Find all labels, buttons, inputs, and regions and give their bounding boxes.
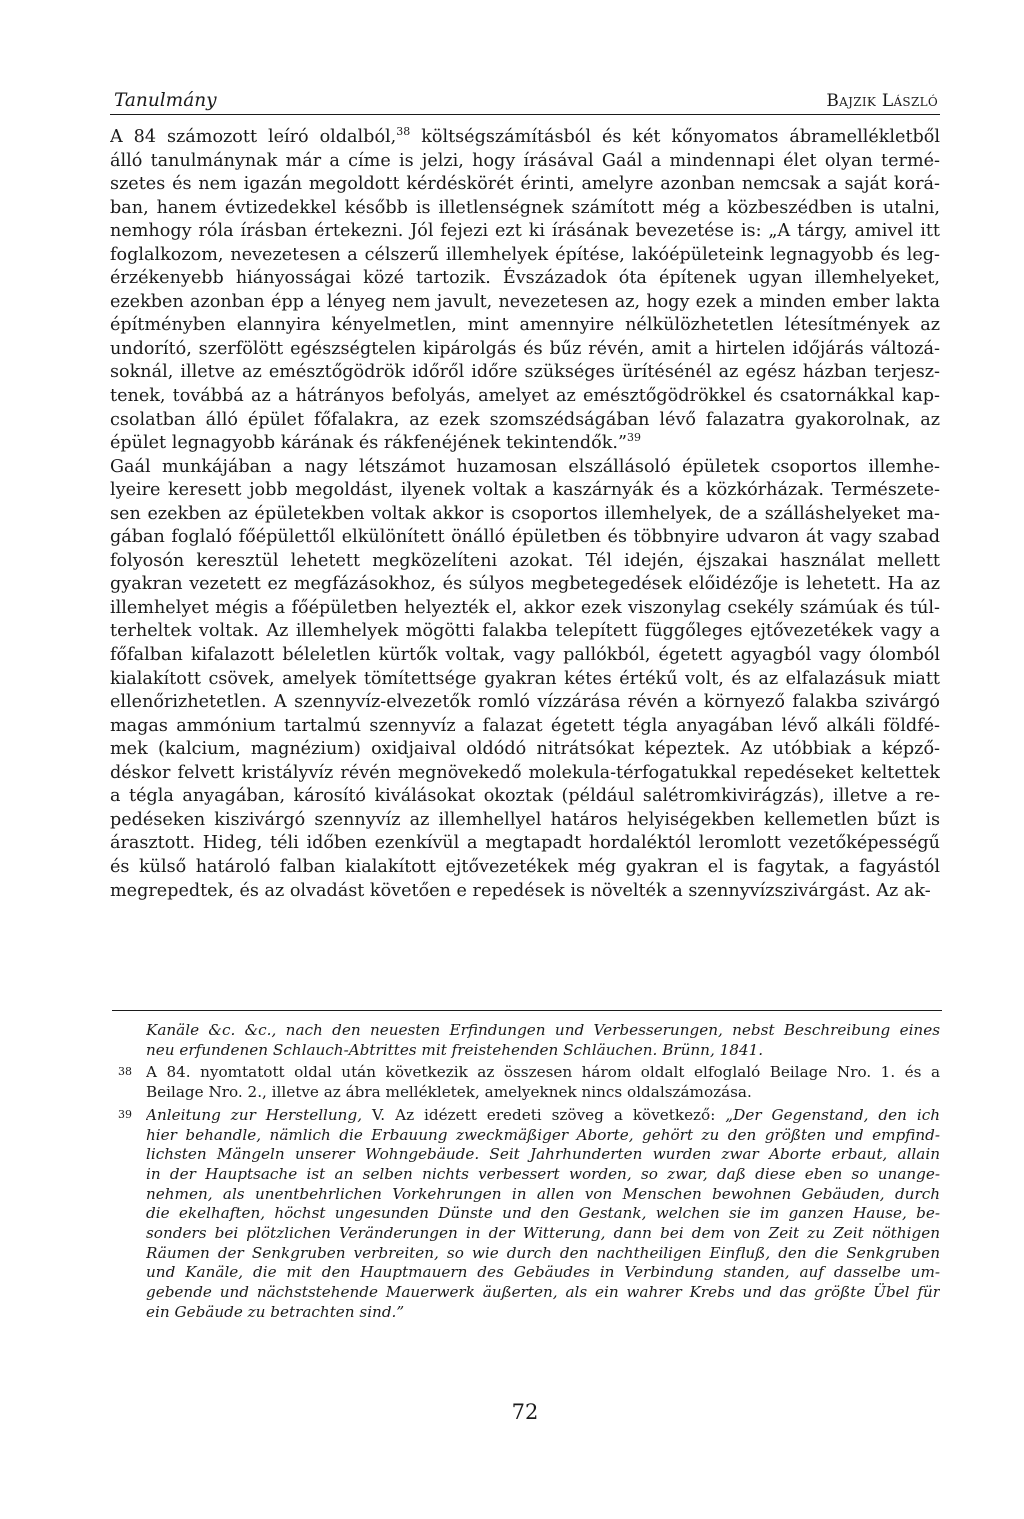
footnote-39-line: sonders bei plötzlichen Veränderungen in der Witterung, dann bei dem von Zeit zu Zeit nöthigen <box>146 1224 940 1243</box>
paragraph-1-line: építményben elannyira kényelmetlen, mint amennyire nélkülözhetetlen létesítmények az <box>110 315 940 336</box>
paragraph-2-line: lyeire keresett jobb megoldást, ilyenek voltak a kaszárnyák és a közkórházak. Természete- <box>110 480 940 501</box>
paragraph-2-line: megrepedtek, és az olvadást követően e repedések is növelték a szennyvízszivárgást. Az ak- <box>110 880 931 901</box>
paragraph-1-line: csolatban álló épület főfalakra, az ezek szomszédságában lévő falazatra gyakorolnak, az <box>110 409 940 430</box>
paragraph-1-line: álló tanulmánynak már a címe is jelzi, hogy írásával Gaál a mindennapi élet olyan termé- <box>110 150 940 171</box>
paragraph-2-line: ellenőrizhetetlen. A szennyvíz-elvezetők romló vízzárása révén a környező falakba szivárgó <box>110 692 940 713</box>
running-header <box>110 88 940 115</box>
paragraph-2-line: főfalban kifalazott béleletlen kürtők voltak, vagy pallókból, égetett agyagból vagy ólomból <box>110 645 940 666</box>
paragraph-2-line: magas ammónium tartalmú szennyvíz a falazat égetett tégla anyagában lévő alkáli földfé- <box>110 715 940 736</box>
footnote-39-line: Räumen der Senkgruben verbreiten, so wie durch den nachtheiligen Einfluß, den die Senkgruben <box>146 1243 940 1262</box>
paragraph-2-line: gában foglaló főépülettől elkülönített önálló épületben és többnyire udvaron át vagy szabad <box>110 527 940 548</box>
paragraph-2-line: folyosón keresztül lehetett megközelíteni azokat. Tél idején, éjszakai használat mellett <box>110 550 940 571</box>
paragraph-1-line: A 84 számozott leíró oldalból,$^{38}$ költségszámításból és két kőnyomatos ábramellékletből <box>110 126 940 147</box>
footnote-39-line: nehmen, als unentbehrlichen Vorkehrungen in allen von Menschen bewohnen Gebäuden, durch <box>146 1184 940 1203</box>
main-text <box>110 126 940 903</box>
footnote-ref: 38 <box>396 126 411 138</box>
paragraph-2-line: déskor felvett kristályvíz révén megnövekedő molekula-térfogatukkal repedéseket keltettek <box>110 762 940 783</box>
document-page <box>110 0 940 1519</box>
footnote-39-line: lichsten Mängeln unserer Wohngebäude. Seit Jahrhunderten wurden zwar Aborte erbaut, allain <box>146 1145 940 1164</box>
paragraph-1-line: érzékenyebb hiányosságai közé tartozik. Évszázadok óta építenek ugyan illemhelyeket, <box>110 268 940 289</box>
paragraph-2-line: Gaál munkájában a nagy létszámot huzamosan elszállásoló épületek csoportos illemhe- <box>110 456 940 477</box>
footnote-cont-line: Kanäle &c. &c., nach den neuesten Erfindungen und Verbesserungen, nebst Beschreibung eines <box>146 1021 940 1039</box>
footnote-38 <box>110 1063 940 1102</box>
footnote-39 <box>110 1106 940 1323</box>
footnote-39-line: ein Gebäude zu betrachten sind.” <box>146 1302 405 1321</box>
paragraph-2-line: és külső határoló falban kialakított ejtővezetékek még gyakran el is fagytak, a fagyástól <box>110 856 940 877</box>
paragraph-2-line: sen ezekben az épületekben voltak akkor is csoportos illemhelyek, de a szálláshelyeket ma- <box>110 503 940 524</box>
footnote-39-number: 39 <box>118 1107 132 1121</box>
paragraph-2-line: gyakran vezetett ez megfázásokhoz, és súlyos megbetegedések előidézője is lehetett. Ha az <box>110 574 940 595</box>
footnote-39-line: hier behandle, nämlich die Erbauung zweckmäßiger Aborte, gehört zu den größten und empfind- <box>146 1125 940 1144</box>
footnote-39-line: Anleitung zur Herstellung, V. Az idézett eredeti szöveg a következő: „Der Gegenstand, den ich <box>146 1105 940 1124</box>
paragraph-2-line: pedéseken kiszivárgó szennyvíz az illemhellyel határos helyiségekben kellemetlen bűzt is <box>110 809 940 830</box>
footnote-ref: 39 <box>627 432 642 445</box>
footnote-continuation <box>110 1021 940 1060</box>
paragraph-1-line: szetes és nem igazán megoldott kérdéskörét érinti, amelyre azonban nemcsak a saját korá- <box>110 174 940 195</box>
footnote-39-line: gebende und nächststehende Mauerwerk äußerten, als ein wahrer Krebs und das größte Übel für <box>146 1283 940 1302</box>
paragraph-2-line: kialakított csövek, amelyek tömítettsége gyakran kétes értékű volt, és az elfalazásuk miatt <box>110 668 940 689</box>
paragraph-1-line: nemhogy róla írásban értekezni. Jól fejezi ezt ki írásának bevezetése is: „A tárgy, amivel itt <box>110 221 940 242</box>
footnote-38-number: 38 <box>118 1065 132 1079</box>
paragraph-2-line: árasztott. Hideg, téli időben ezenkívül a megtapadt hordaléktól leromlott vezetőképességű <box>110 833 940 854</box>
paragraph-2 <box>110 456 940 903</box>
footnote-39-line: die ekelhaften, höchst ungesunden Dünste und den Gestank, welchen sie im ganzen Hause, be- <box>146 1204 940 1223</box>
paragraph-2-line: illemhelyet mégis a főépületben helyezték el, akkor ezek viszonylag csekély számúak és túl- <box>110 597 940 618</box>
footnote-cont-line: neu erfundenen Schlauch-Abtrittes mit freistehenden Schläuchen. Brünn, 1841. <box>146 1040 764 1059</box>
paragraph-2-line: a tégla anyagában, károsító kiválásokat okoztak (például salétromkivirágzás), illetve a re- <box>110 786 940 807</box>
footnote-39-line: in der Hauptsache ist an selben nichts verbessert worden, so zwar, daß diese eben so unange- <box>146 1164 940 1183</box>
footnote-39-line: und Kanäle, die mit den Hauptmauern des Gebäudes in Verbindung standen, auf dasselbe um- <box>146 1263 940 1282</box>
paragraph-1-line: undorító, szerfölött egészségtelen kipárolgás és bűz révén, amit a hirtelen időjárás változá- <box>110 338 940 359</box>
paragraph-1-line: foglalkozom, nevezetesen a célszerű illemhelyek építése, lakóépületeink legnagyobb és leg- <box>110 244 940 265</box>
footnotes <box>110 1021 940 1326</box>
paragraph-1 <box>110 126 940 456</box>
paragraph-1-line: ezekben azonban épp a lényeg nem javult, nevezetesen az, hogy ezek a minden ember lakta <box>110 291 940 312</box>
footnote-38-line: Beilage Nro. 2., illetve az ábra mellékletek, amelyeknek nincs oldalszámozása. <box>146 1083 752 1102</box>
paragraph-1-line: soknál, illetve az emésztőgödrök időről időre szükséges ürítésénél az egész házban terjesz- <box>110 362 940 383</box>
footnote-separator <box>112 1010 942 1011</box>
footnote-38-line: A 84. nyomtatott oldal után következik az összesen három oldalt elfoglaló Beilage Nro. 1. és a <box>146 1063 940 1082</box>
header-section-title: Tanulmány <box>114 90 217 111</box>
header-author: Bajzik László <box>826 91 938 111</box>
page-number: 72 <box>511 1400 539 1424</box>
paragraph-2-line: terheltek voltak. Az illemhelyek mögötti falakba telepített függőleges ejtővezetékek vagy a <box>110 621 940 642</box>
paragraph-2-line: mek (kalcium, magnézium) oxidjaival oldódó nitrátsókat képeztek. Az utóbbiak a képző- <box>110 739 940 760</box>
paragraph-1-line: tenek, továbbá az a hátrányos befolyás, amelyet az emésztőgödrökkel és csatornákkal kap- <box>110 386 940 407</box>
paragraph-1-line: épület legnagyobb kárának és rákfenéjének tekintendők.”$^{39}$ <box>110 432 642 454</box>
paragraph-1-line: ban, hanem évtizedekkel később is illetlenségnek számított még a közbeszédben is utalni, <box>110 197 940 218</box>
